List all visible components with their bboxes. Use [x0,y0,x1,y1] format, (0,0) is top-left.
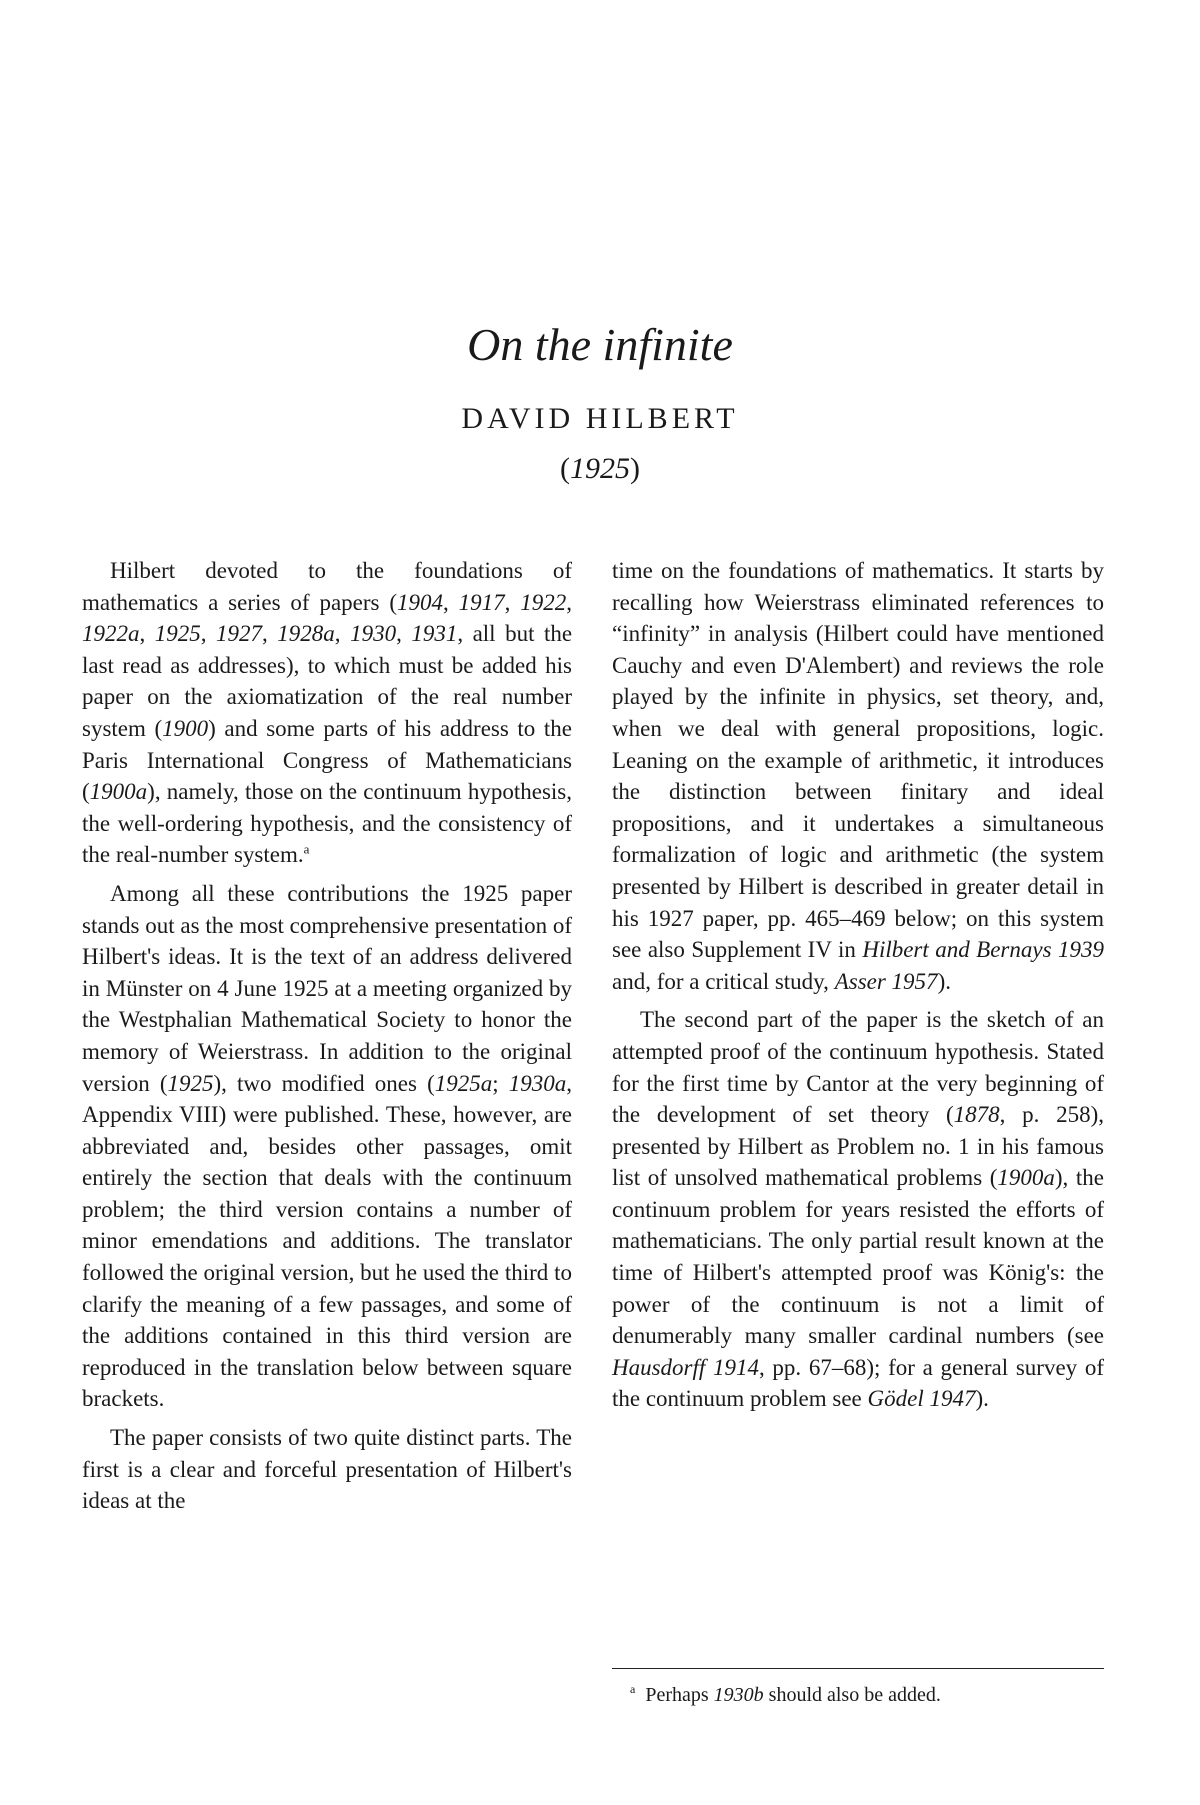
paper-year: (1925) [560,452,640,485]
paragraph: The second part of the paper is the sketch of an attempted proof of the continuum hypothesis. Stated for the first time by Cantor at the very beginning of the development of set theory (1878, p. 258), presented by Hilbert as Problem no. 1 in his famous list of unsolved mathematical problems (1900a), the continuum problem for years resisted the efforts of mathematicians. The only partial result known at the time of Hilbert's attempted proof was König's: the power of the continuum is not a limit of denumerably many smaller cardinal numbers (see Hausdorff 1914, pp. 67–68); for a general survey of the continuum problem see Gödel 1947). [612,1007,1104,1412]
footnote-rule [612,1668,1104,1669]
paper-title: On the infinite [467,319,733,370]
paragraph: The paper consists of two quite distinct parts. The first is a clear and forceful presentation of Hilbert's ideas at the [82,1425,572,1514]
right-column [612,555,1104,1422]
footnote-marker: a [303,841,310,857]
footnote: $^a$ Perhaps 1930b should also be added. [630,1682,941,1706]
author-name: DAVID HILBERT [461,402,739,435]
paragraph: Hilbert devoted to the foundations of mathematics a series of papers (1904, 1917, 1922, 1922a, 1925, 1927, 1928a, 1930, 1931, all but the last read as addresses), to which must be added his paper on the axiomatization of the real number system (1900) and some parts of his address to the Paris International Congress of Mathematicians (1900a), namely, those on the continuum hypothesis, the well-ordering hypothesis, and the consistency of the real-number system.$^a$ [82,558,573,868]
paragraph: time on the foundations of mathematics. It starts by recalling how Weierstrass eliminated references to “infinity” in analysis (Hilbert could have mentioned Cauchy and even D'Alembert) and reviews the role played by the infinite in physics, set theory, and, when we deal with general propositions, logic. Leaning on the example of arithmetic, it introduces the distinction between finitary and ideal propositions, and it undertakes a simultaneous formalization of logic and arithmetic (the system presented by Hilbert is described in greater detail in his 1927 paper, pp. 465–469 below; on this system see also Supplement IV in Hilbert and Bernays 1939 and, for a critical study, Asser 1957). [612,558,1105,994]
paragraph: Among all these contributions the 1925 paper stands out as the most comprehensive presentation of Hilbert's ideas. It is the text of an address delivered in Münster on 4 June 1925 at a meeting organized by the Westphalian Mathematical Society to honor the memory of Weierstrass. In addition to the original version (1925), two modified ones (1925a; 1930a, Appendix VIII) were published. These, however, are abbreviated and, besides other passages, omit entirely the section that deals with the continuum problem; the third version contains a number of minor emendations and additions. The translator followed the original version, but he used the third to clarify the meaning of a few passages, and some of the additions contained in this third version are reproduced in the translation below between square brackets. [82,880,573,1412]
left-column [82,555,572,1524]
footnote-marker: a [630,1682,636,1697]
